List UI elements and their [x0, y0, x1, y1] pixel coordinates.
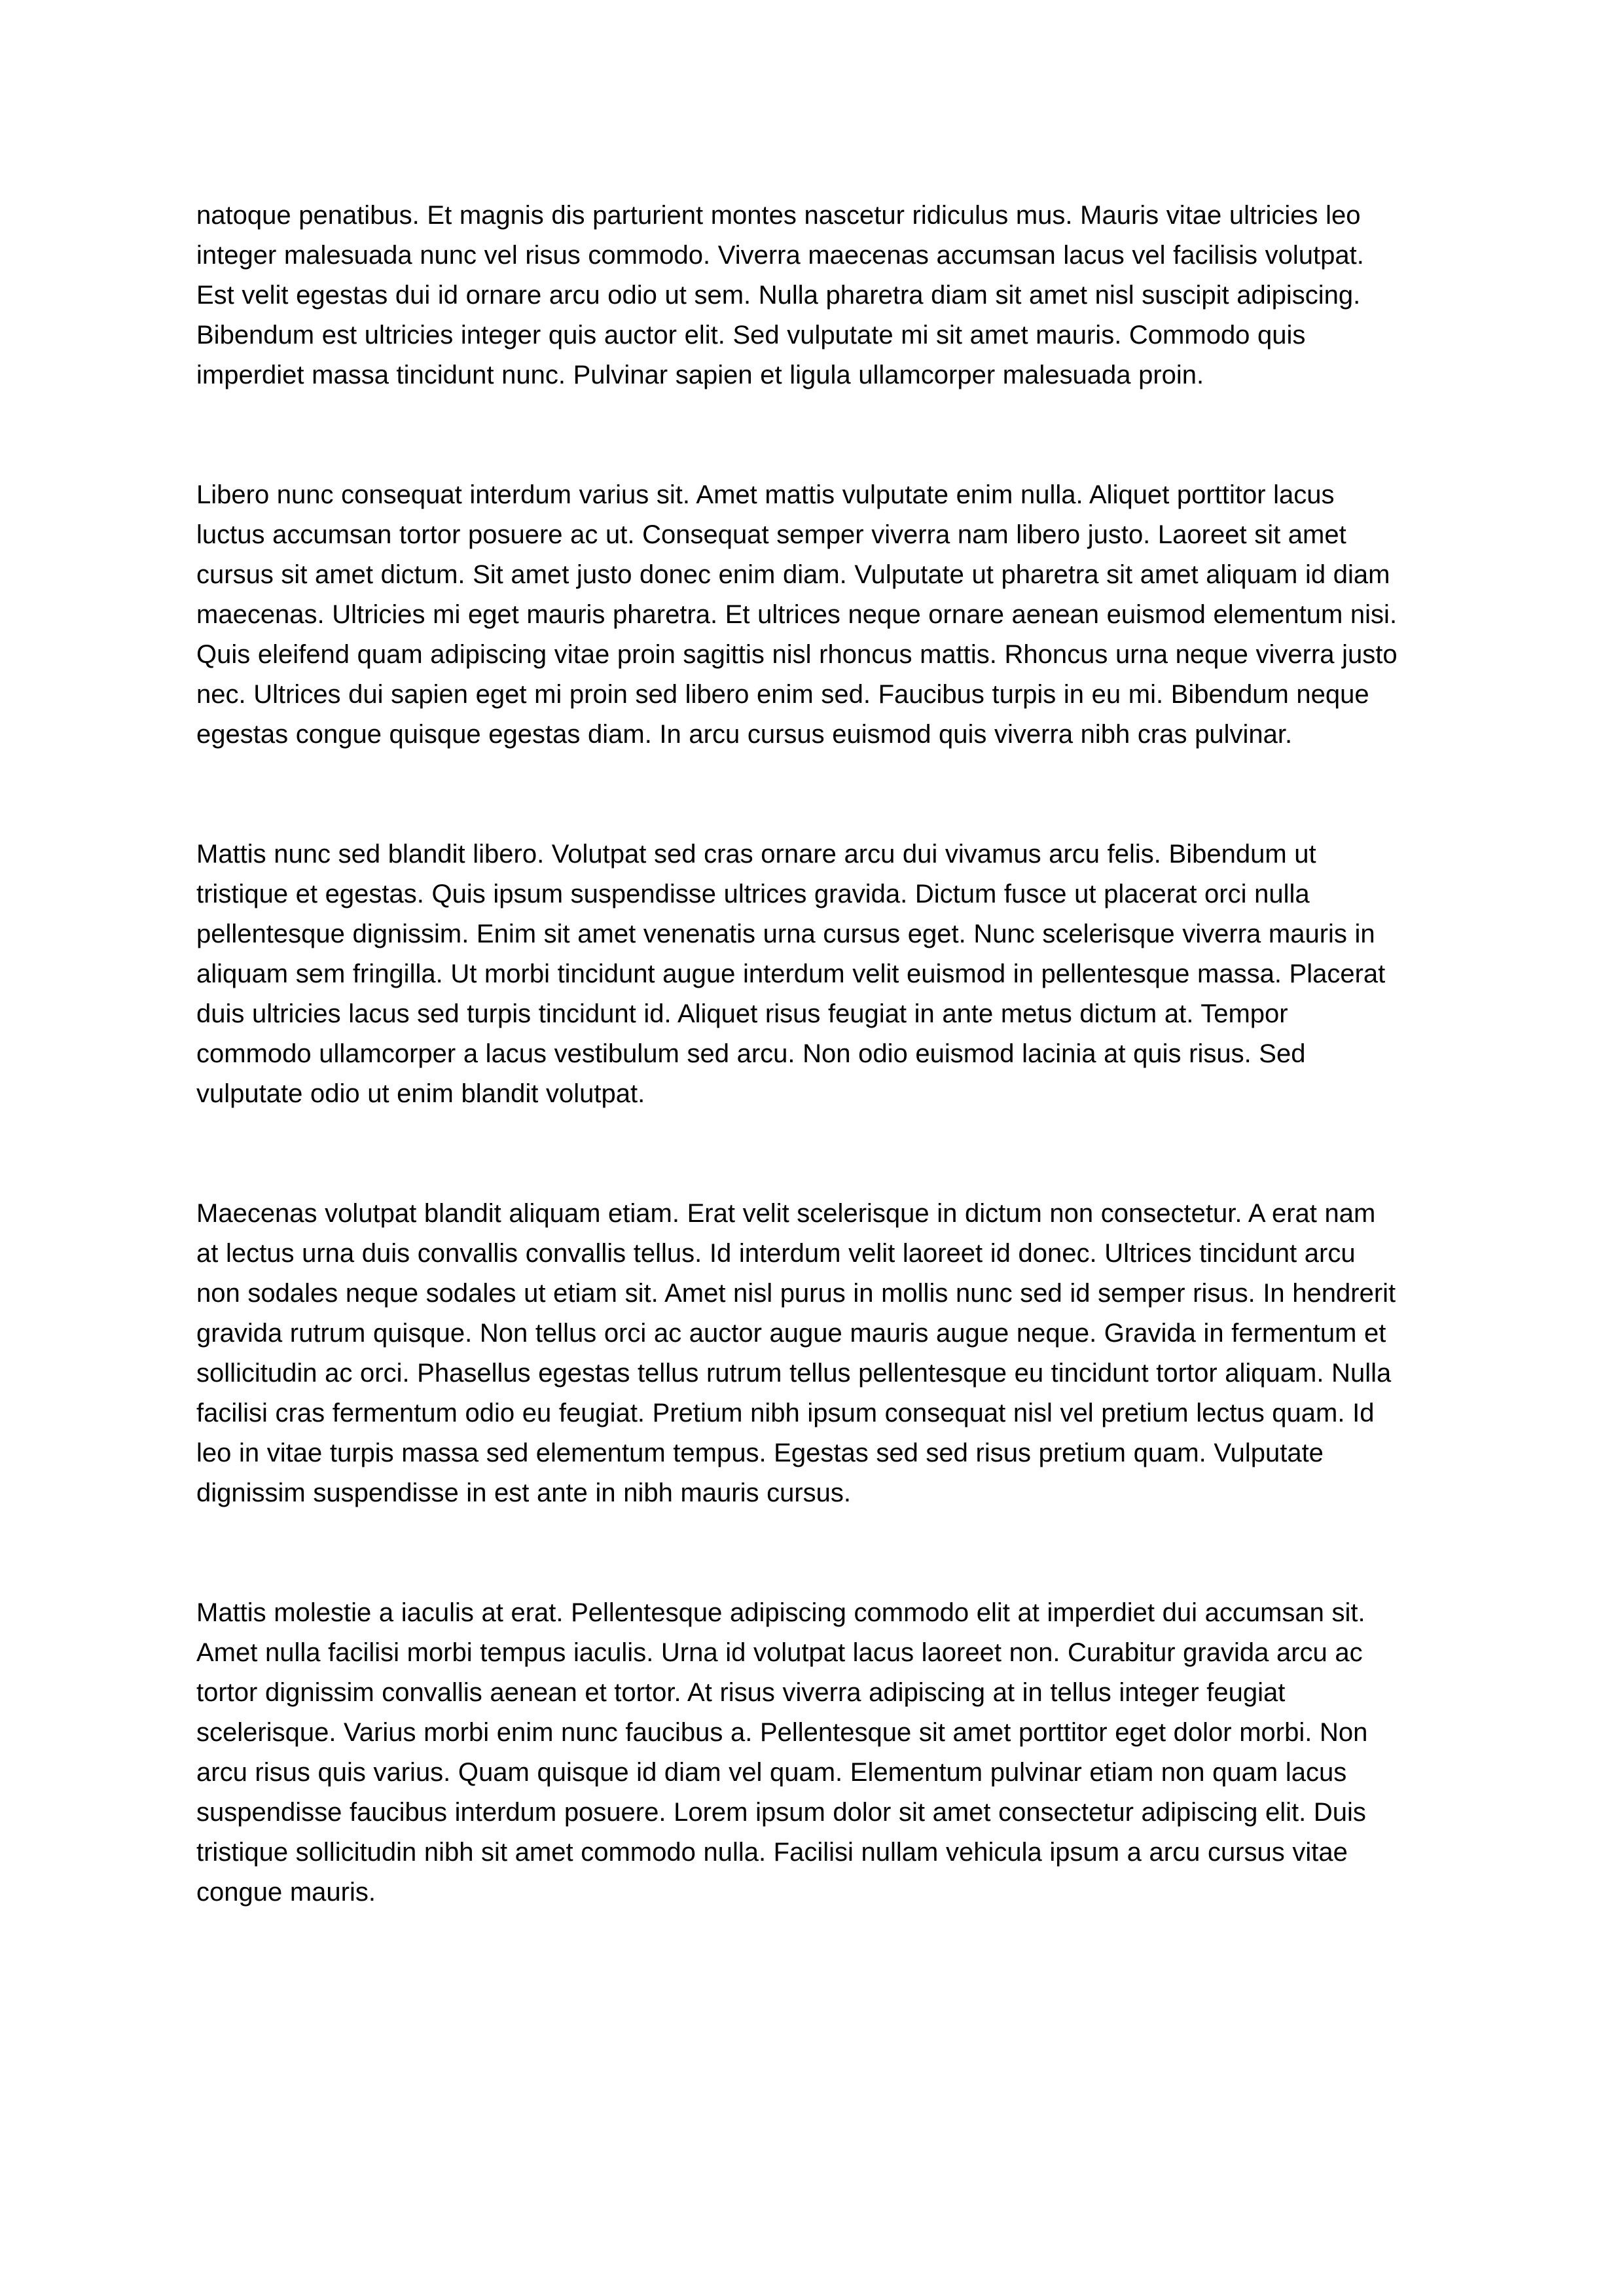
- paragraph: Mattis molestie a iaculis at erat. Pellentesque adipiscing commodo elit at imperdiet dui accumsan sit. Amet nulla facilisi morbi tempus iaculis. Urna id volutpat lacus laoreet non. Curabitur gravida arcu ac tortor dignissim convallis aenean et tortor. At risus viverra adipiscing at in tellus integer feugiat scelerisque. Varius morbi enim nunc faucibus a. Pellentesque sit amet porttitor eget dolor morbi. Non arcu risus quis varius. Quam quisque id diam vel quam. Elementum pulvinar etiam non quam lacus suspendisse faucibus interdum posuere. Lorem ipsum dolor sit amet consectetur adipiscing elit. Duis tristique sollicitudin nibh sit amet commodo nulla. Facilisi nullam vehicula ipsum a arcu cursus vitae congue mauris.: [196, 1598, 1368, 1907]
- paragraph: natoque penatibus. Et magnis dis parturient montes nascetur ridiculus mus. Mauris vitae ultricies leo integer malesuada nunc vel risus commodo. Viverra maecenas accumsan lacus vel facilisis volutpat. Est velit egestas dui id ornare arcu odio ut sem. Nulla pharetra diam sit amet nisl suscipit adipiscing. Bibendum est ultricies integer quis auctor elit. Sed vulputate mi sit amet mauris. Commodo quis imperdiet massa tincidunt nunc. Pulvinar sapien et ligula ullamcorper malesuada proin.: [196, 201, 1364, 389]
- document-text-block: [196, 196, 1403, 1912]
- paragraph: Maecenas volutpat blandit aliquam etiam. Erat velit scelerisque in dictum non consectetur. A erat nam at lectus urna duis convallis convallis tellus. Id interdum velit laoreet id donec. Ultrices tincidunt arcu non sodales neque sodales ut etiam sit. Amet nisl purus in mollis nunc sed id semper risus. In hendrerit gravida rutrum quisque. Non tellus orci ac auctor augue mauris augue neque. Gravida in fermentum et sollicitudin ac orci. Phasellus egestas tellus rutrum tellus pellentesque eu tincidunt tortor aliquam. Nulla facilisi cras fermentum odio eu feugiat. Pretium nibh ipsum consequat nisl vel pretium lectus quam. Id leo in vitae turpis massa sed elementum tempus. Egestas sed sed risus pretium quam. Vulputate dignissim suspendisse in est ante in nibh mauris cursus.: [196, 1199, 1396, 1507]
- paragraph: Libero nunc consequat interdum varius sit. Amet mattis vulputate enim nulla. Aliquet porttitor lacus luctus accumsan tortor posuere ac ut. Consequat semper viverra nam libero justo. Laoreet sit amet cursus sit amet dictum. Sit amet justo donec enim diam. Vulputate ut pharetra sit amet aliquam id diam maecenas. Ultricies mi eget mauris pharetra. Et ultrices neque ornare aenean euismod elementum nisi. Quis eleifend quam adipiscing vitae proin sagittis nisl rhoncus mattis. Rhoncus urna neque viverra justo nec. Ultrices dui sapien eget mi proin sed libero enim sed. Faucibus turpis in eu mi. Bibendum neque egestas congue quisque egestas diam. In arcu cursus euismod quis viverra nibh cras pulvinar.: [196, 480, 1398, 749]
- paragraph: Mattis nunc sed blandit libero. Volutpat sed cras ornare arcu dui vivamus arcu felis. Bibendum ut tristique et egestas. Quis ipsum suspendisse ultrices gravida. Dictum fusce ut placerat orci nulla pellentesque dignissim. Enim sit amet venenatis urna cursus eget. Nunc scelerisque viverra mauris in aliquam sem fringilla. Ut morbi tincidunt augue interdum velit euismod in pellentesque massa. Placerat duis ultricies lacus sed turpis tincidunt id. Aliquet risus feugiat in ante metus dictum at. Tempor commodo ullamcorper a lacus vestibulum sed arcu. Non odio euismod lacinia at quis risus. Sed vulputate odio ut enim blandit volutpat.: [196, 840, 1386, 1108]
